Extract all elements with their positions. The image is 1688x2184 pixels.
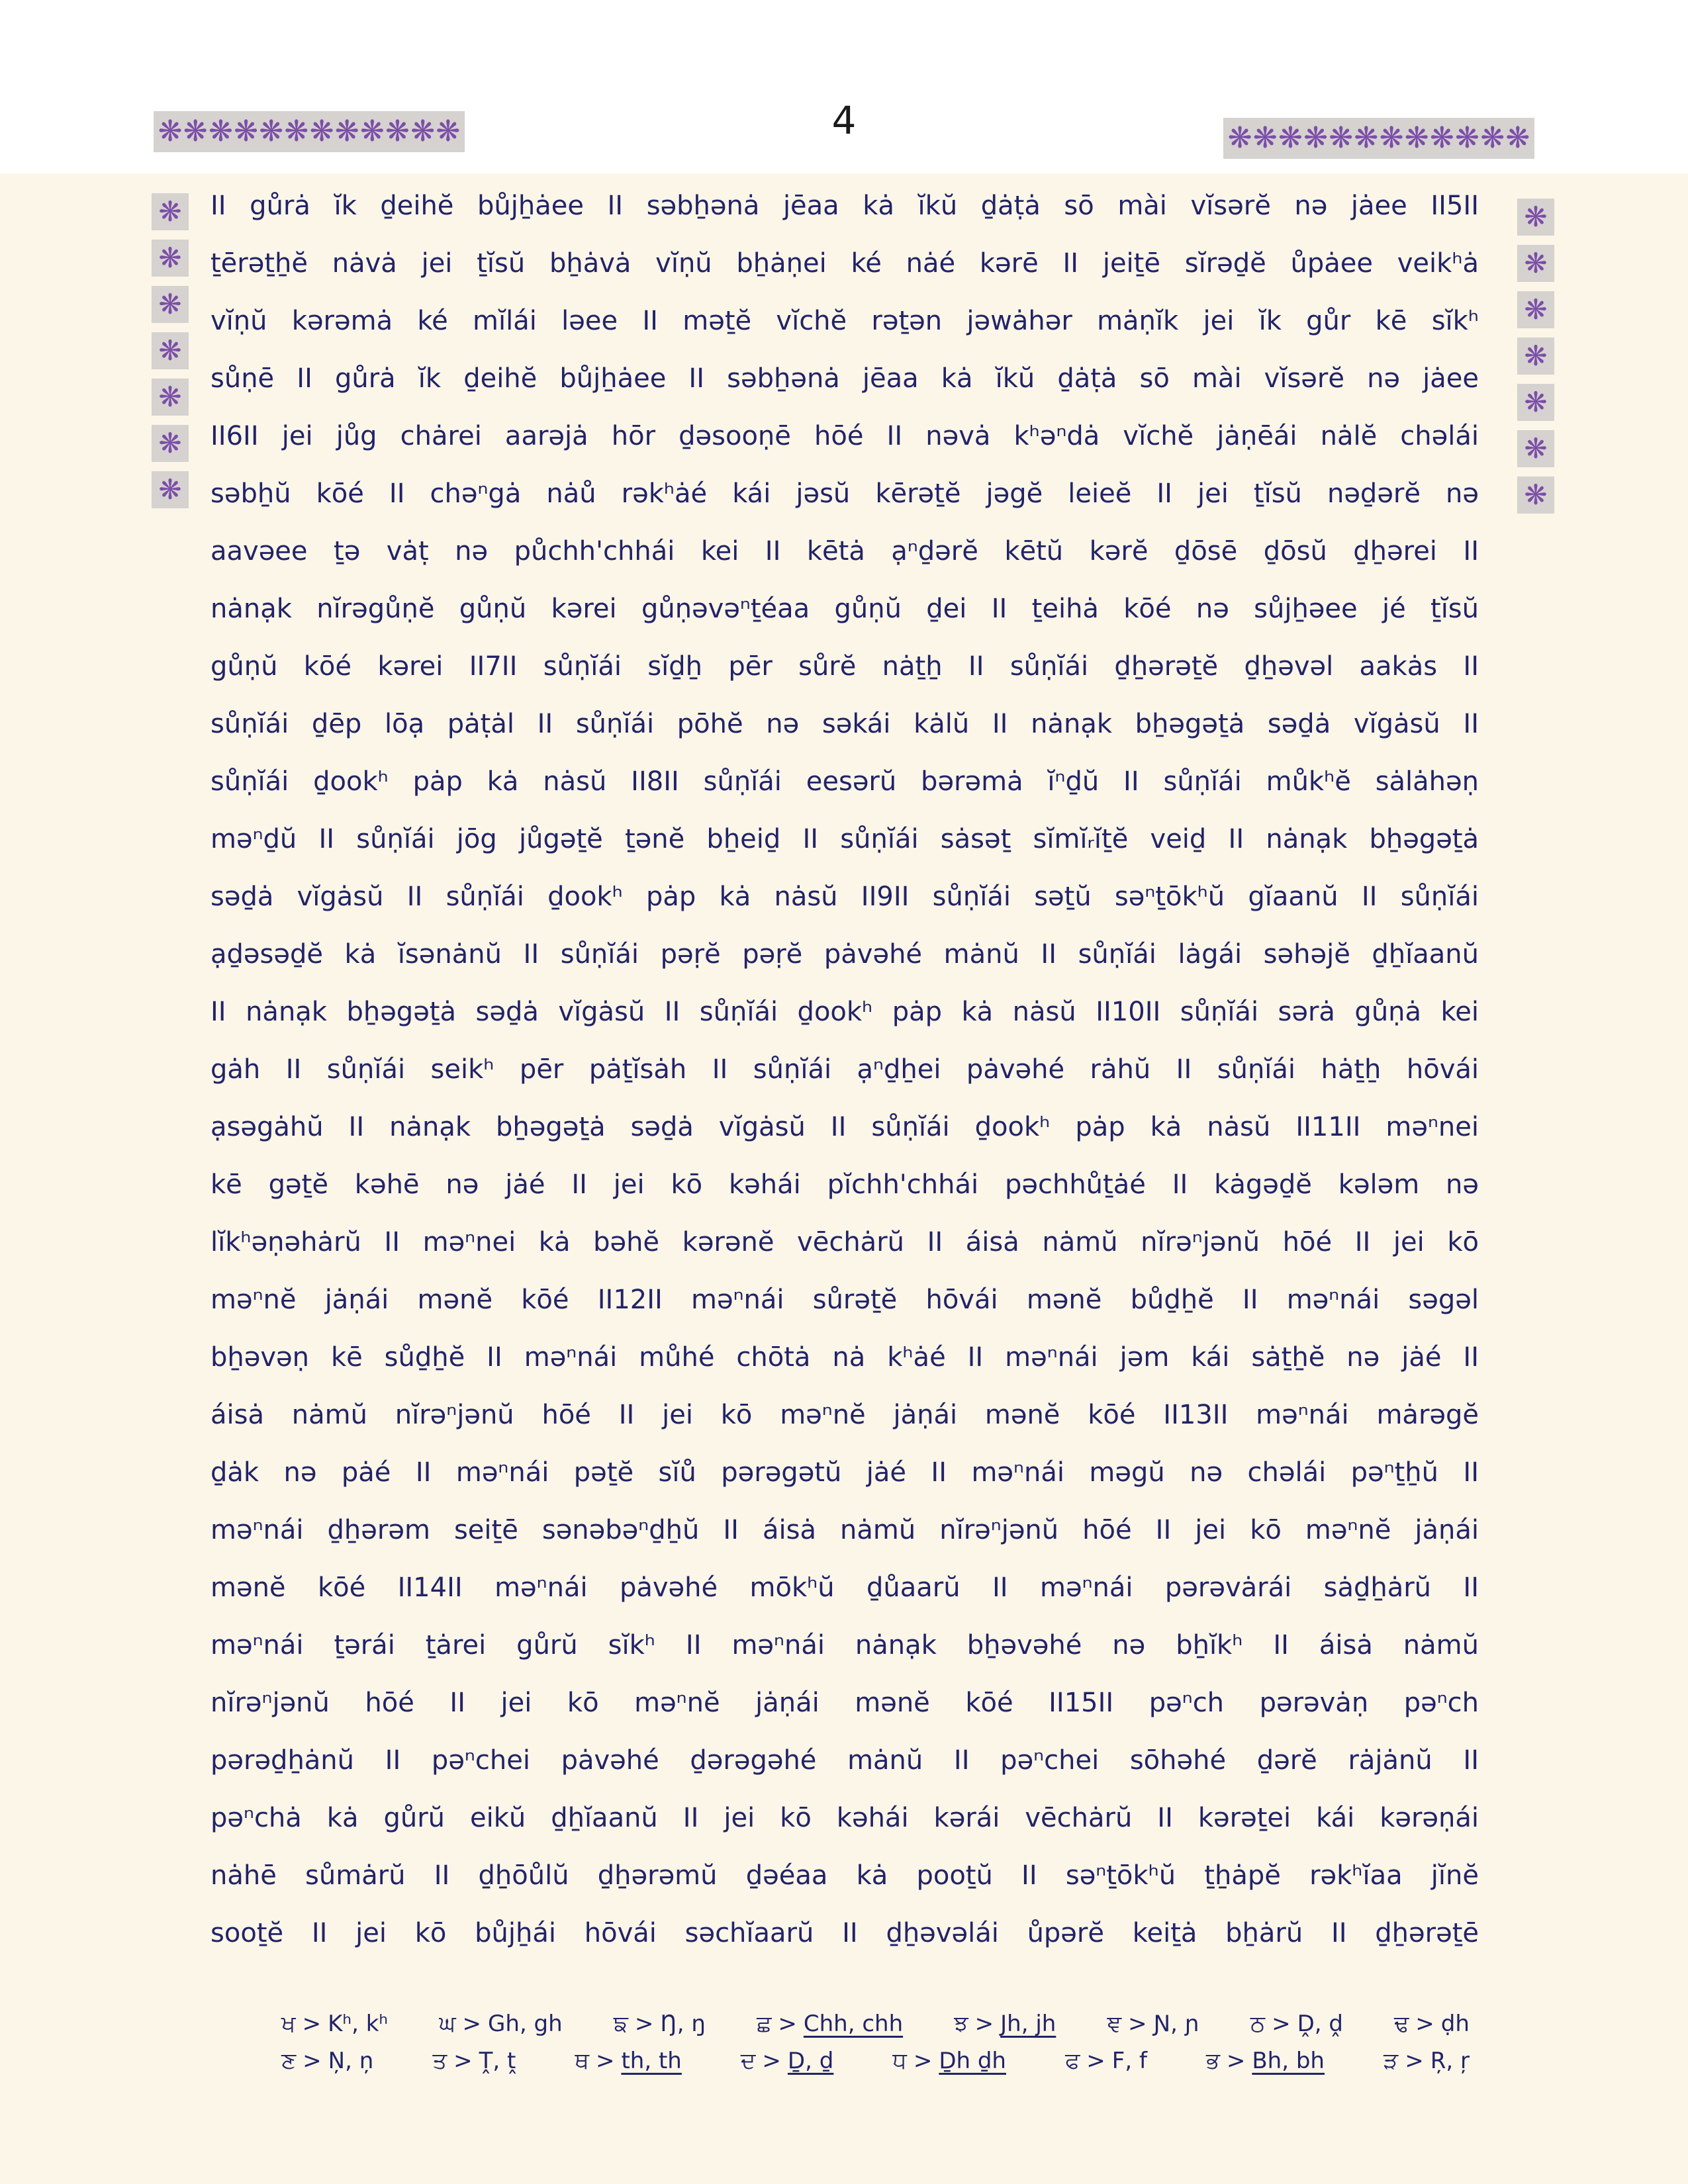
flower-icon: ❋	[410, 114, 436, 148]
legend-row-2	[281, 2048, 1470, 2074]
flower-tile	[152, 286, 189, 323]
text-line: II6II jei jůg chȧrei aarəjȧ hōr ḏəsooṇē hōé II nəvȧ kʰəⁿdȧ vĭchĕ jȧṇēái nȧlĕ chəlái	[211, 421, 1479, 451]
maps-to-symbol: >	[778, 2011, 797, 2037]
maps-to-symbol: >	[1128, 2011, 1147, 2037]
legend-item	[614, 2011, 706, 2037]
page-number: 4	[831, 98, 857, 143]
flower-tile	[152, 471, 189, 508]
maps-to-symbol: >	[974, 2011, 994, 2037]
flower-icon: ❋	[1524, 478, 1548, 511]
gurmukhi-letter: ਝ	[954, 2011, 968, 2037]
flower-icon: ❋	[1354, 121, 1379, 155]
gurmukhi-letter: ਤ	[432, 2048, 447, 2074]
flower-tile	[1517, 291, 1554, 328]
text-line: kē gəṯĕ kəhē nə jȧé II jei kō kəhái pĭchh'chhái pəchhůṯȧé II kȧgəḏĕ kələm nə	[211, 1169, 1479, 1200]
flower-icon: ❋	[158, 288, 182, 320]
flower-icon: ❋	[385, 114, 410, 148]
flower-icon: ❋	[158, 381, 182, 413]
flower-tile	[1517, 384, 1554, 421]
text-line: II nȧnạk bẖəgəṯȧ səḏȧ vĭgȧsŭ II sůṇĭái ḏookʰ pȧp kȧ nȧsŭ II10II sůṇĭái sərȧ gůṇȧ kei	[211, 997, 1479, 1027]
legend-item	[575, 2048, 681, 2074]
text-line: səḏȧ vĭgȧsŭ II sůṇĭái ḏookʰ pȧp kȧ nȧsŭ II9II sůṇĭái səṯŭ səⁿṯōkʰŭ gĭaanŭ II sůṇĭái	[211, 882, 1479, 912]
flower-tile	[1517, 199, 1554, 236]
text-line: sůṇĭái ḏookʰ pȧp kȧ nȧsŭ II8II sůṇĭái eesərŭ bərəmȧ ĭⁿḏŭ II sůṇĭái můkʰĕ sȧlȧhəṇ	[211, 766, 1479, 797]
text-line: məⁿnái ṯərái ṯȧrei gůrŭ sĭkʰ II məⁿnái nȧnạk bẖəvəhé nə bẖĭkʰ II áisȧ nȧmŭ	[211, 1630, 1479, 1661]
flower-tile	[152, 379, 189, 416]
maps-to-symbol: >	[1226, 2048, 1246, 2074]
flower-icon: ❋	[158, 427, 182, 459]
text-line: sůṇē II gůrȧ ĭk ḏeihĕ bůjẖȧee II səbẖənȧ jēaa kȧ ĭkŭ ḏȧṭȧ sō mài vĭsərĕ nə jȧee	[211, 363, 1479, 394]
text-line: gůṇŭ kōé kərei II7II sůṇĭái sĭḏẖ pēr sůrĕ nȧṯẖ II sůṇĭái ḏẖərəṯĕ ḏẖəvəl aakȧs II	[211, 651, 1479, 682]
flower-tile	[1517, 245, 1554, 282]
legend-item	[281, 2011, 388, 2037]
flower-icon: ❋	[259, 114, 284, 148]
flower-icon: ❋	[1278, 121, 1303, 155]
gurmukhi-letter: ਞ	[1107, 2011, 1122, 2037]
maps-to-symbol: >	[302, 2011, 322, 2037]
right-flower-border	[1517, 199, 1554, 523]
gurmukhi-letter: ਭ	[1206, 2048, 1220, 2074]
latin-value: Ŋ, ŋ	[660, 2011, 706, 2037]
text-line: aavəee ṯə vȧṭ nə půchh'chhái kei II kētȧ ạⁿḏərĕ kētŭ kərĕ ḏōsē ḏōsŭ ḏẖərei II	[211, 536, 1479, 567]
latin-value: Ṱ, ṱ	[479, 2048, 516, 2074]
text-line: ạsəgȧhŭ II nȧnạk bẖəgəṯȧ səḏȧ vĭgȧsŭ II sůṇĭái ḏookʰ pȧp kȧ nȧsŭ II11II məⁿnei	[211, 1112, 1479, 1142]
latin-value: Kʰ, kʰ	[328, 2011, 389, 2037]
text-line: gȧh II sůṇĭái seikʰ pēr pȧṯĭsȧh II sůṇĭái ạⁿḏẖei pȧvəhé rȧhŭ II sůṇĭái hȧṯẖ hōvái	[211, 1054, 1479, 1085]
flower-tile	[1517, 477, 1554, 514]
maps-to-symbol: >	[1086, 2048, 1105, 2074]
gurmukhi-letter: ਖ	[281, 2011, 296, 2037]
maps-to-symbol: >	[913, 2048, 933, 2074]
flower-tile	[1517, 338, 1554, 375]
maps-to-symbol: >	[462, 2011, 482, 2037]
flower-icon: ❋	[208, 114, 233, 148]
text-line: pərəḏẖȧnŭ II pəⁿchei pȧvəhé ḏərəgəhé mȧnŭ II pəⁿchei sōhəhé ḏərĕ rȧjȧnŭ II	[211, 1745, 1479, 1776]
legend-item	[741, 2048, 833, 2074]
latin-value: Bh, bh	[1252, 2048, 1325, 2074]
transliteration-legend	[281, 2011, 1470, 2085]
left-flower-border	[152, 193, 189, 518]
text-line: áisȧ nȧmŭ nĭrəⁿjənŭ hōé II jei kō məⁿnĕ jȧṇái mənĕ kōé II13II məⁿnái mȧrəgĕ	[211, 1400, 1479, 1430]
flower-icon: ❋	[1252, 121, 1278, 155]
text-line: ṯērəṯẖĕ nȧvȧ jei ṯĭsŭ bẖȧvȧ vĭṇŭ bẖȧṇei ké nȧé kərē II jeiṯē sĭrəḏĕ ůpȧee veikʰȧ	[211, 248, 1479, 279]
text-line: ạḏəsəḏĕ kȧ ĭsənȧnŭ II sůṇĭái pəṛĕ pəṛĕ pȧvəhé mȧnŭ II sůṇĭái lȧgái səhəjĕ ḏẖĭaanŭ	[211, 939, 1479, 970]
gurmukhi-letter: ਦ	[740, 2048, 756, 2074]
flower-icon: ❋	[1524, 293, 1548, 326]
maps-to-symbol: >	[453, 2048, 473, 2074]
flower-icon: ❋	[1329, 121, 1354, 155]
flower-tile	[152, 425, 189, 462]
text-line: lĭkʰəṇəhȧrŭ II məⁿnei kȧ bəhĕ kərənĕ vēchȧrŭ II áisȧ nȧmŭ nĭrəⁿjənŭ hōé II jei kō	[211, 1227, 1479, 1257]
gurmukhi-letter: ਧ	[892, 2048, 907, 2074]
text-line: pəⁿchȧ kȧ gůrŭ eikŭ ḏẖĭaanŭ II jei kō kəhái kərái vēchȧrŭ II kərəṯei kái kərəṇái	[211, 1803, 1479, 1833]
maps-to-symbol: >	[762, 2048, 781, 2074]
gurmukhi-letter: ਥ	[575, 2048, 589, 2074]
legend-item	[954, 2011, 1056, 2037]
gurmukhi-letter: ਢ	[1394, 2011, 1409, 2037]
flower-icon: ❋	[1404, 121, 1429, 155]
transliteration-text	[211, 177, 1479, 1962]
maps-to-symbol: >	[634, 2011, 654, 2037]
latin-value: Chh, chh	[803, 2011, 904, 2037]
flower-icon: ❋	[158, 114, 183, 148]
gurmukhi-letter: ਫ	[1065, 2048, 1080, 2074]
latin-value: ḍh	[1440, 2011, 1470, 2037]
text-line: səbẖŭ kōé II chəⁿgȧ nȧů rəkʰȧé kái jəsŭ kērəṯĕ jəgĕ leieĕ II jei ṯĭsŭ nəḏərĕ nə	[211, 478, 1479, 509]
gurmukhi-letter: ਛ	[757, 2011, 772, 2037]
text-line: ḏȧk nə pȧé II məⁿnái pəṯĕ sĭů pərəgətŭ jȧé II məⁿnái məgŭ nə chəlái pəⁿṯẖŭ II	[211, 1457, 1479, 1488]
legend-item	[432, 2048, 516, 2074]
text-line: nȧhē sůmȧrŭ II ḏẖōůlŭ ḏẖərəmŭ ḏəéaa kȧ pooṯŭ II səⁿṯōkʰŭ ṯẖȧpĕ rəkʰĭaa jĭnĕ	[211, 1860, 1479, 1891]
text-line: mənĕ kōé II14II məⁿnái pȧvəhé mōkʰŭ ḏůaarŭ II məⁿnái pərəvȧrái sȧḏẖȧrŭ II	[211, 1572, 1479, 1603]
text-line: məⁿnái ḏẖərəm seiṯē sənəbəⁿḏẖŭ II áisȧ nȧmŭ nĭrəⁿjənŭ hōé II jei kō məⁿnĕ jȧṇái	[211, 1515, 1479, 1545]
legend-item	[1065, 2048, 1147, 2074]
flower-icon: ❋	[334, 114, 359, 148]
flower-icon: ❋	[1480, 121, 1505, 155]
gurmukhi-letter: ਣ	[281, 2048, 297, 2074]
flower-icon: ❋	[1429, 121, 1454, 155]
text-line: nĭrəⁿjənŭ hōé II jei kō məⁿnĕ jȧṇái mənĕ kōé II15II pəⁿch pərəvȧṇ pəⁿch	[211, 1688, 1479, 1718]
flower-tile	[1517, 430, 1554, 467]
maps-to-symbol: >	[1415, 2011, 1434, 2037]
gurmukhi-letter: ਙ	[613, 2011, 628, 2037]
flower-icon: ❋	[158, 195, 182, 228]
text-line: sůṇĭái ḏēp lōạ pȧṭȧl II sůṇĭái pōhĕ nə səkái kȧlŭ II nȧnạk bẖəgəṯȧ səḏȧ vĭgȧsŭ II	[211, 709, 1479, 739]
latin-value: Ḏh ḏh	[939, 2048, 1006, 2074]
latin-value: Jh, jh	[1000, 2011, 1056, 2037]
maps-to-symbol: >	[1405, 2048, 1424, 2074]
latin-value: Ɲ, ɲ	[1153, 2011, 1199, 2037]
legend-item	[892, 2048, 1006, 2074]
maps-to-symbol: >	[595, 2048, 615, 2074]
text-line: sooṯĕ II jei kō bůjẖái hōvái səchĭaarŭ II ḏẖəvəlái ůpərĕ keiṯȧ bẖȧrŭ II ḏẖərəṯē	[211, 1918, 1479, 1948]
latin-value: Ņ, ņ	[328, 2048, 374, 2074]
legend-item	[1250, 2011, 1343, 2037]
flower-icon: ❋	[309, 114, 334, 148]
gurmukhi-letter: ੜ	[1383, 2048, 1399, 2074]
legend-row-1	[281, 2011, 1470, 2037]
flower-tile	[152, 193, 189, 230]
text-line: II gůrȧ ĭk ḏeihĕ bůjẖȧee II səbẖənȧ jēaa kȧ ĭkŭ ḏȧṭȧ sō mài vĭsərĕ nə jȧee II5II	[211, 191, 1479, 221]
flower-icon: ❋	[158, 473, 182, 506]
flower-icon: ❋	[1303, 121, 1328, 155]
flower-icon: ❋	[1379, 121, 1404, 155]
legend-item	[281, 2048, 373, 2074]
legend-item	[1394, 2011, 1470, 2037]
flower-icon: ❋	[1505, 121, 1530, 155]
flower-icon: ❋	[436, 114, 461, 148]
maps-to-symbol: >	[303, 2048, 322, 2074]
flower-icon: ❋	[1455, 121, 1479, 155]
legend-item	[757, 2011, 903, 2037]
flower-tile	[152, 332, 189, 369]
latin-value: Ḏ, ḏ	[787, 2048, 834, 2074]
flower-icon: ❋	[234, 114, 258, 148]
flower-icon: ❋	[158, 242, 182, 274]
text-line: nȧnạk nĭrəgůṇĕ gůṇŭ kərei gůṇəvəⁿṯéaa gůṇŭ ḏei II ṯeihȧ kōé nə sůjẖəee jé ṯĭsŭ	[211, 594, 1479, 624]
legend-item	[1107, 2011, 1199, 2037]
flower-icon: ❋	[1524, 340, 1548, 372]
flower-icon: ❋	[183, 114, 208, 148]
flower-icon: ❋	[1524, 386, 1548, 418]
gurmukhi-letter: ਠ	[1250, 2011, 1266, 2037]
flower-tile	[152, 240, 189, 277]
latin-value: Ḓ, ḓ	[1297, 2011, 1343, 2037]
latin-value: Gh, gh	[488, 2011, 563, 2037]
text-line: məⁿnĕ jȧṇái mənĕ kōé II12II məⁿnái sůrəṯĕ hōvái mənĕ bůḏẖĕ II məⁿnái səgəl	[211, 1285, 1479, 1315]
latin-value: F, f	[1111, 2048, 1147, 2074]
text-line: bẖəvəṇ kē sůḏẖĕ II məⁿnái můhé chōtȧ nȧ kʰȧé II məⁿnái jəm kái sȧṯẖĕ nə jȧé II	[211, 1342, 1479, 1373]
gurmukhi-letter: ਘ	[439, 2011, 456, 2037]
text-line: məⁿḏŭ II sůṇĭái jōg jůgəṯĕ ṯənĕ bẖeiḏ II sůṇĭái sȧsəṯ sĭmĭᵣĭṯĕ veiḏ II nȧnạk bẖəgəṯȧ	[211, 824, 1479, 854]
flower-icon: ❋	[1524, 247, 1548, 279]
legend-item	[1383, 2048, 1470, 2074]
legend-item	[1206, 2048, 1325, 2074]
flower-icon: ❋	[284, 114, 309, 148]
flower-icon: ❋	[359, 114, 385, 148]
text-line: vĭṇŭ kərəmȧ ké mĭlái ləee II məṯĕ vĭchĕ rəṯən jəwȧhər mȧṇĭk jei ĭk gůr kē sĭkʰ	[211, 306, 1479, 336]
maps-to-symbol: >	[1272, 2011, 1291, 2037]
latin-value: Ŗ, ŗ	[1430, 2048, 1470, 2074]
legend-item	[439, 2011, 562, 2037]
flower-icon: ❋	[1227, 121, 1252, 155]
flower-icon: ❋	[158, 334, 182, 367]
flower-icon: ❋	[1524, 201, 1548, 233]
latin-value: th, th	[621, 2048, 682, 2074]
flower-icon: ❋	[1524, 432, 1548, 465]
